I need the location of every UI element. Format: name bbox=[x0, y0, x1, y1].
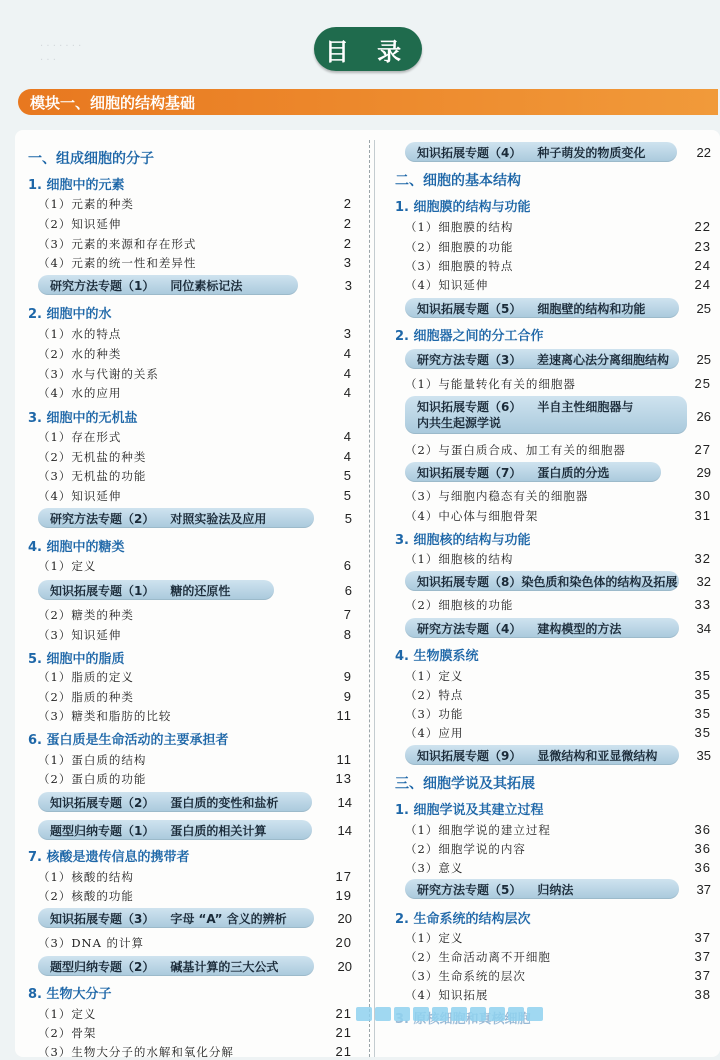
special-topic[interactable]: 研究方法专题（5） 归纳法 bbox=[405, 879, 679, 899]
page-number: 6 bbox=[344, 583, 352, 598]
chapter-heading: 5. 细胞中的脂质 bbox=[28, 652, 125, 667]
page-number: 22 bbox=[696, 145, 711, 160]
toc-item[interactable]: （3）生物大分子的水解和氧化分解 21 bbox=[38, 1044, 352, 1059]
special-topic[interactable]: 研究方法专题（3） 差速离心法分离细胞结构 bbox=[405, 349, 679, 369]
special-topic[interactable]: 知识拓展专题（7） 蛋白质的分选 bbox=[405, 462, 661, 482]
chapter-heading: 3. 细胞核的结构与功能 bbox=[395, 533, 531, 548]
chapter-heading: 2. 细胞中的水 bbox=[28, 307, 112, 322]
page-number: 3 bbox=[344, 278, 352, 293]
toc-item[interactable]: （1）核酸的结构 17 bbox=[38, 869, 352, 884]
page-number: 34 bbox=[696, 621, 711, 636]
toc-item[interactable]: （4）知识拓展 38 bbox=[405, 987, 711, 1002]
toc-item[interactable]: （1）定义 37 bbox=[405, 930, 711, 945]
chapter-heading: 2. 细胞器之间的分工合作 bbox=[395, 329, 544, 344]
toc-item[interactable]: （1）细胞膜的结构 22 bbox=[405, 219, 711, 234]
watermark-overlay bbox=[356, 1004, 546, 1024]
bleed-through-text: · · · · · · · · · · bbox=[40, 41, 82, 66]
page-number: 20 bbox=[337, 911, 352, 926]
page-number: 29 bbox=[696, 465, 711, 480]
toc-item[interactable]: （1）定义 21 bbox=[38, 1006, 352, 1021]
page-number: 14 bbox=[337, 795, 352, 810]
column-divider bbox=[369, 140, 370, 1057]
special-topic[interactable]: 题型归纳专题（1） 蛋白质的相关计算 bbox=[38, 820, 312, 840]
toc-item[interactable]: （2）知识延伸 2 bbox=[38, 216, 352, 231]
page-number: 37 bbox=[696, 882, 711, 897]
toc-item[interactable]: （4）知识延伸 24 bbox=[405, 277, 711, 292]
toc-item[interactable]: （4）水的应用 4 bbox=[38, 385, 352, 400]
chapter-heading: 2. 生命系统的结构层次 bbox=[395, 912, 531, 927]
special-topic[interactable]: 题型归纳专题（2） 碱基计算的三大公式 bbox=[38, 956, 314, 976]
chapter-heading: 4. 细胞中的糖类 bbox=[28, 540, 125, 555]
toc-item[interactable]: （3）知识延伸 8 bbox=[38, 627, 352, 642]
special-topic[interactable]: 知识拓展专题（3） 字母 “A” 含义的辨析 bbox=[38, 908, 314, 928]
section-heading: 三、细胞学说及其拓展 bbox=[395, 776, 535, 792]
page-title: 目 录 bbox=[314, 27, 422, 71]
toc-item[interactable]: （4）应用 35 bbox=[405, 725, 711, 740]
toc-item[interactable]: （3）功能 35 bbox=[405, 706, 711, 721]
toc-item[interactable]: （3）意义 36 bbox=[405, 860, 711, 875]
toc-item[interactable]: （1）定义 6 bbox=[38, 558, 352, 573]
special-topic[interactable]: 知识拓展专题（4） 种子萌发的物质变化 bbox=[405, 142, 677, 162]
column-divider-line bbox=[374, 140, 375, 1057]
toc-item[interactable]: （2）水的种类 4 bbox=[38, 346, 352, 361]
toc-item[interactable]: （2）糖类的种类 7 bbox=[38, 607, 352, 622]
toc-item[interactable]: （2）骨架 21 bbox=[38, 1025, 352, 1040]
toc-item[interactable]: （2）生命活动离不开细胞 37 bbox=[405, 949, 711, 964]
toc-item[interactable]: （3）元素的来源和存在形式 2 bbox=[38, 236, 352, 251]
toc-item[interactable]: （1）细胞学说的建立过程 36 bbox=[405, 822, 711, 837]
chapter-heading: 1. 细胞学说及其建立过程 bbox=[395, 803, 544, 818]
chapter-heading: 1. 细胞中的元素 bbox=[28, 178, 125, 193]
toc-item[interactable]: （1）细胞核的结构 32 bbox=[405, 551, 711, 566]
page-number: 14 bbox=[337, 823, 352, 838]
toc-item[interactable]: （3）糖类和脂肪的比较 11 bbox=[38, 708, 352, 723]
toc-item[interactable]: （4）元素的统一性和差异性 3 bbox=[38, 255, 352, 270]
toc-item[interactable]: （2）核酸的功能 19 bbox=[38, 888, 352, 903]
page-number: 25 bbox=[696, 352, 711, 367]
toc-item[interactable]: （2）蛋白质的功能 13 bbox=[38, 771, 352, 786]
special-topic[interactable]: 知识拓展专题（6） 半自主性细胞器与 内共生起源学说 bbox=[405, 396, 687, 434]
module-banner: 模块一、细胞的结构基础 bbox=[18, 89, 718, 115]
chapter-heading: 6. 蛋白质是生命活动的主要承担者 bbox=[28, 733, 229, 748]
page-number: 35 bbox=[696, 748, 711, 763]
toc-item[interactable]: （1）蛋白质的结构 11 bbox=[38, 752, 352, 767]
page-number: 25 bbox=[696, 301, 711, 316]
section-heading: 二、细胞的基本结构 bbox=[395, 173, 521, 189]
chapter-heading: 8. 生物大分子 bbox=[28, 987, 112, 1002]
toc-item[interactable]: （3）DNA 的计算 20 bbox=[38, 935, 352, 950]
special-topic[interactable]: 知识拓展专题（5） 细胞壁的结构和功能 bbox=[405, 298, 679, 318]
toc-item[interactable]: （4）中心体与细胞骨架 31 bbox=[405, 508, 711, 523]
section-heading: 一、组成细胞的分子 bbox=[28, 151, 154, 167]
special-topic[interactable]: 研究方法专题（4） 建构模型的方法 bbox=[405, 618, 679, 638]
chapter-heading: 7. 核酸是遗传信息的携带者 bbox=[28, 850, 190, 865]
special-topic[interactable]: 研究方法专题（1） 同位素标记法 bbox=[38, 275, 298, 295]
page-number: 26 bbox=[696, 409, 711, 424]
toc-item[interactable]: （2）脂质的种类 9 bbox=[38, 689, 352, 704]
toc-item[interactable]: （1）定义 35 bbox=[405, 668, 711, 683]
page-number: 5 bbox=[344, 511, 352, 526]
special-topic[interactable]: 知识拓展专题（2） 蛋白质的变性和盐析 bbox=[38, 792, 312, 812]
toc-item[interactable]: （2）细胞膜的功能 23 bbox=[405, 239, 711, 254]
special-topic[interactable]: 知识拓展专题（8） 染色质和染色体的结构及拓展 bbox=[405, 571, 679, 591]
toc-item[interactable]: （3）细胞膜的特点 24 bbox=[405, 258, 711, 273]
special-topic[interactable]: 知识拓展专题（1） 糖的还原性 bbox=[38, 580, 274, 600]
toc-item[interactable]: （1）存在形式 4 bbox=[38, 429, 352, 444]
chapter-heading: 1. 细胞膜的结构与功能 bbox=[395, 200, 531, 215]
toc-item[interactable]: （1）水的特点 3 bbox=[38, 326, 352, 341]
toc-item[interactable]: （2）细胞学说的内容 36 bbox=[405, 841, 711, 856]
toc-item[interactable]: （1）与能量转化有关的细胞器 25 bbox=[405, 376, 711, 391]
chapter-heading: 3. 细胞中的无机盐 bbox=[28, 411, 138, 426]
special-topic[interactable]: 研究方法专题（2） 对照实验法及应用 bbox=[38, 508, 314, 528]
toc-item[interactable]: （4）知识延伸 5 bbox=[38, 488, 352, 503]
toc-item[interactable]: （3）无机盐的功能 5 bbox=[38, 468, 352, 483]
toc-item[interactable]: （2）与蛋白质合成、加工有关的细胞器 27 bbox=[405, 442, 711, 457]
page-number: 32 bbox=[696, 574, 711, 589]
toc-item[interactable]: （3）水与代谢的关系 4 bbox=[38, 366, 352, 381]
toc-item[interactable]: （2）细胞核的功能 33 bbox=[405, 597, 711, 612]
toc-item[interactable]: （2）特点 35 bbox=[405, 687, 711, 702]
toc-item[interactable]: （3）与细胞内稳态有关的细胞器 30 bbox=[405, 488, 711, 503]
chapter-heading: 4. 生物膜系统 bbox=[395, 649, 479, 664]
toc-item[interactable]: （2）无机盐的种类 4 bbox=[38, 449, 352, 464]
page-number: 20 bbox=[337, 959, 352, 974]
toc-item[interactable]: （1）元素的种类 2 bbox=[38, 196, 352, 211]
special-topic[interactable]: 知识拓展专题（9） 显微结构和亚显微结构 bbox=[405, 745, 679, 765]
toc-item[interactable]: （1）脂质的定义 9 bbox=[38, 669, 352, 684]
toc-item[interactable]: （3）生命系统的层次 37 bbox=[405, 968, 711, 983]
